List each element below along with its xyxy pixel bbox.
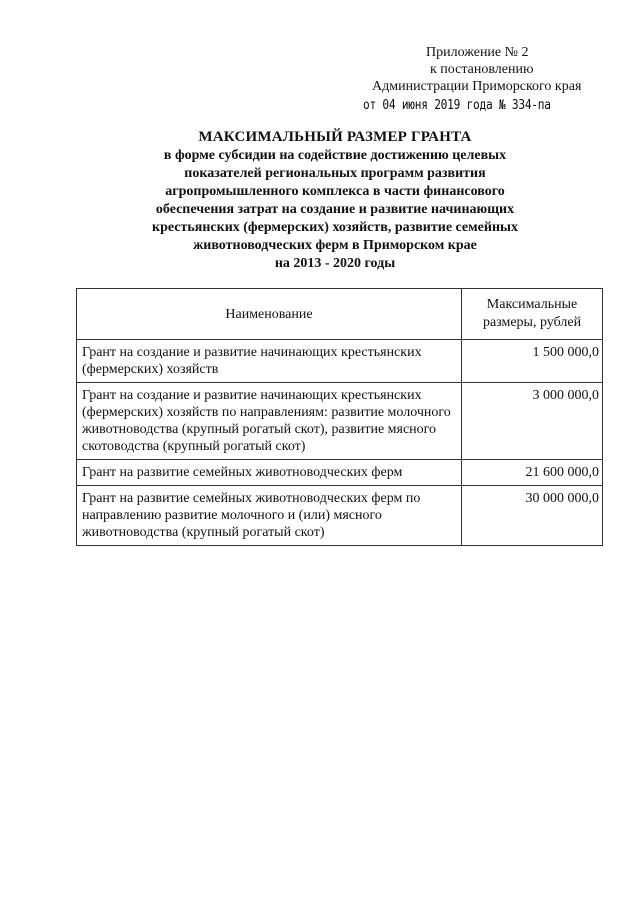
- grant-table: [76, 288, 603, 546]
- grant-name: Грант на развитие семейных животноводческих ферм по направлению развитие молочного и (или) мясного животноводства (крупный рогатый скот): [77, 486, 462, 546]
- appendix-header: [372, 44, 612, 95]
- document-title: [120, 128, 550, 273]
- decree-date-number: от 04 июня 2019 года № 334-па: [363, 98, 551, 113]
- grant-amount: 21 600 000,0: [462, 460, 603, 486]
- title-main: МАКСИМАЛЬНЫЙ РАЗМЕР ГРАНТА: [198, 129, 472, 145]
- column-header-amount-line2: размеры, рублей: [482, 315, 582, 330]
- table-row: [77, 460, 603, 486]
- column-header-name: Наименование: [77, 289, 462, 340]
- title-line: агропромышленного комплекса в части финансового: [165, 184, 505, 199]
- column-header-amount: [462, 289, 603, 340]
- table-row: [77, 383, 603, 460]
- table-row: [77, 340, 603, 383]
- grant-amount: 1 500 000,0: [462, 340, 603, 383]
- appendix-authority: Администрации Приморского края: [372, 79, 582, 94]
- grant-name: Грант на создание и развитие начинающих крестьянских (фермерских) хозяйств по направлениям: развитие молочного животноводства (крупный рогатый скот), развитие мясного скотоводства (крупный рогатый скот): [77, 383, 462, 460]
- title-line: крестьянских (фермерских) хозяйств, развитие семейных: [152, 220, 518, 235]
- title-line: обеспечения затрат на создание и развитие начинающих: [155, 202, 515, 217]
- title-line: животноводческих ферм в Приморском крае: [193, 238, 477, 253]
- grant-amount: 3 000 000,0: [462, 383, 603, 460]
- grant-name: Грант на создание и развитие начинающих крестьянских (фермерских) хозяйств: [77, 340, 462, 383]
- table-header-row: [77, 289, 603, 340]
- grant-amount: 30 000 000,0: [462, 486, 603, 546]
- title-line: показателей региональных программ развития: [184, 166, 486, 181]
- appendix-number: Приложение № 2: [426, 45, 529, 60]
- column-header-amount-line1: Максимальные: [486, 297, 578, 312]
- title-line: на 2013 - 2020 годы: [274, 256, 396, 271]
- table-row: [77, 486, 603, 546]
- title-subtitle: [120, 147, 550, 273]
- grant-name: Грант на развитие семейных животноводческих ферм: [77, 460, 462, 486]
- title-line: в форме субсидии на содействие достижению целевых: [163, 148, 507, 163]
- appendix-reference: к постановлению: [430, 62, 534, 77]
